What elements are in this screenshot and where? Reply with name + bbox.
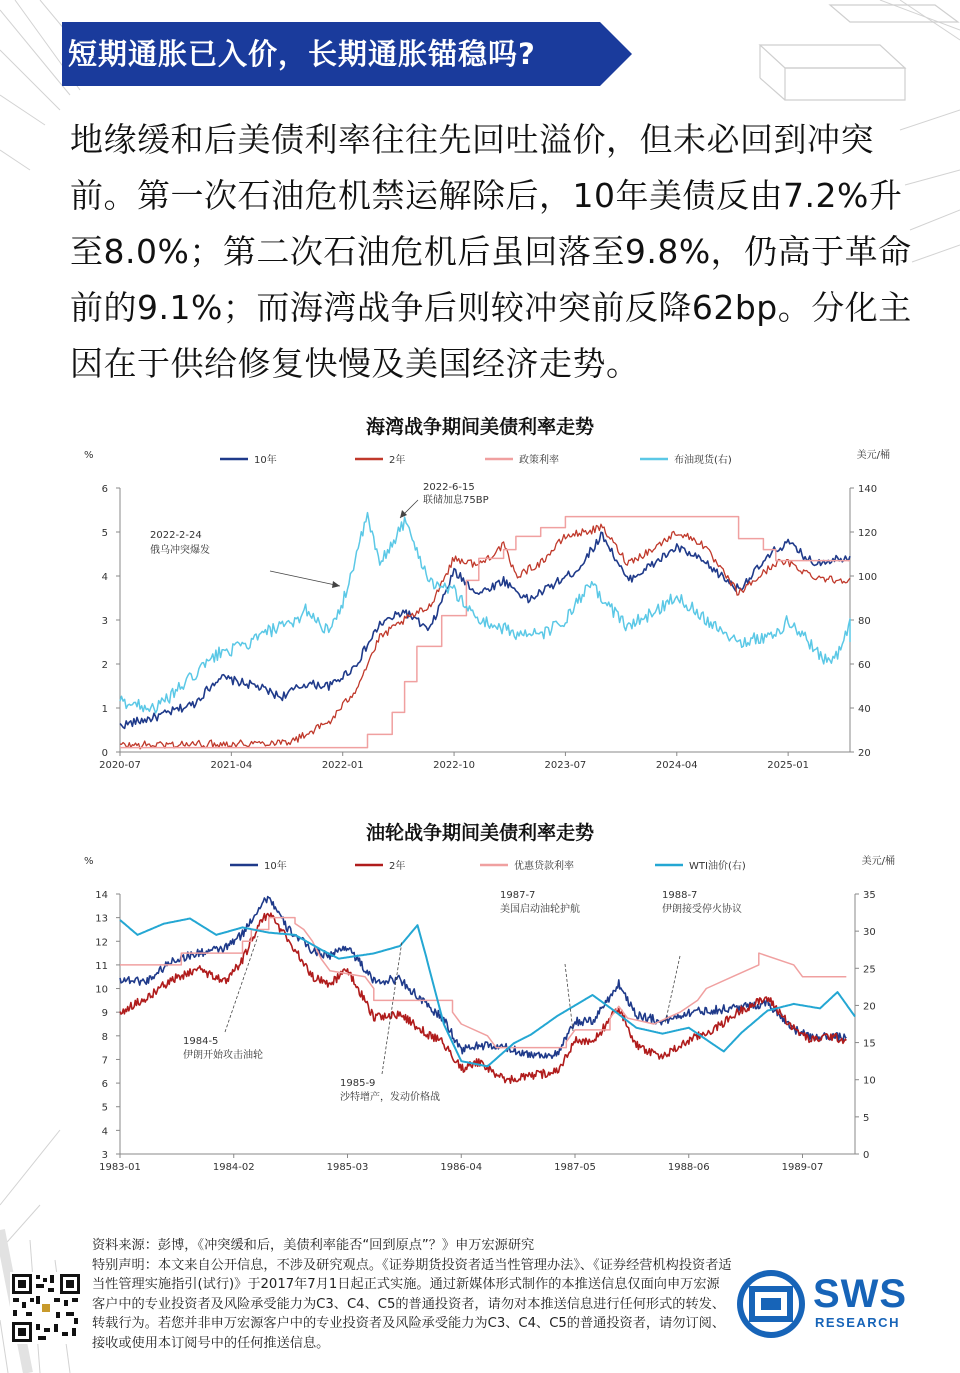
- annotation-6-date: 1988-7: [662, 890, 698, 901]
- y2-tick-label: 100: [858, 572, 878, 583]
- banner: [62, 22, 632, 86]
- y-tick-label: 13: [95, 913, 108, 925]
- y-unit-left: %: [84, 856, 94, 867]
- x-tick-label: 2022-10: [433, 760, 475, 771]
- y2-tick-label: 80: [858, 616, 871, 627]
- chart1-title: 海湾战争期间美债利率走势: [365, 416, 594, 438]
- y-tick-label: 3: [101, 616, 108, 627]
- legend-label-0: 10年: [254, 455, 277, 466]
- annotation-4-arrow: [382, 941, 402, 1074]
- x-tick-label: 2023-07: [544, 760, 587, 771]
- annotation-5-text: 美国启动油轮护航: [500, 904, 580, 915]
- y-tick-label: 9: [101, 1008, 108, 1020]
- annotation-1-arrow: [270, 571, 340, 586]
- legend-label-0: 10年: [264, 861, 287, 872]
- qr-code: [10, 1272, 82, 1344]
- x-tick-label: 1988-06: [667, 1162, 710, 1173]
- y-tick-label: 11: [95, 960, 108, 972]
- annotation-1-text: 俄乌冲突爆发: [150, 545, 210, 556]
- y-tick-label: 12: [95, 937, 108, 949]
- x-tick-label: 1985-03: [326, 1162, 369, 1173]
- x-tick-label: 2020-07: [99, 760, 141, 771]
- annotation-5-arrow: [565, 964, 573, 1031]
- logo-sub: RESEARCH: [815, 1315, 900, 1330]
- y-unit-right: 美元/桶: [861, 856, 895, 867]
- series-line-3: [120, 513, 850, 713]
- chart2: [0, 846, 960, 1176]
- y2-tick-label: 15: [863, 1038, 876, 1050]
- x-tick-label: 1989-07: [781, 1162, 824, 1173]
- y-unit-left: %: [84, 450, 94, 461]
- annotation-3-date: 1984-5: [183, 1036, 219, 1047]
- y-tick-label: 7: [101, 1055, 108, 1067]
- y-unit-right: 美元/桶: [856, 450, 890, 461]
- logo-word: SWS: [813, 1272, 908, 1316]
- y-tick-label: 6: [101, 1079, 108, 1091]
- y-tick-label: 4: [101, 572, 108, 583]
- annotation-2-arrowhead: [400, 510, 407, 518]
- series-line-2: [120, 918, 846, 1048]
- y-tick-label: 14: [95, 890, 108, 901]
- chart2-title: 油轮战争期间美债利率走势: [365, 822, 594, 844]
- y-tick-label: 10: [95, 984, 108, 996]
- annotation-2-text: 联储加息75BP: [423, 495, 489, 506]
- annotation-1-date: 2022-2-24: [150, 530, 202, 541]
- y2-tick-label: 120: [858, 528, 878, 539]
- intro-paragraph: 地缘缓和后美债利率往往先回吐溢价，但未必回到冲突前。第一次石油危机禁运解除后，10年美债反由7.2%升至8.0%；第二次石油危机后虽回落至9.8%，仍高于革命前的9.1%；而海湾战争后则较冲突前反降62bp。分化主因在于供给修复快慢及美国经济走势。: [70, 120, 912, 383]
- footer-source: 资料来源：彭博，《冲突缓和后，美债利率能否“回到原点”？》申万宏源研究: [92, 1238, 535, 1253]
- x-tick-label: 2024-04: [655, 760, 698, 771]
- annotation-3-text: 伊朗开始攻击油轮: [183, 1050, 263, 1061]
- y2-tick-label: 40: [858, 704, 871, 715]
- x-tick-label: 1983-01: [99, 1162, 141, 1173]
- y-tick-label: 4: [101, 1126, 108, 1138]
- x-tick-label: 1984-02: [212, 1162, 255, 1173]
- series-line-2: [120, 517, 850, 748]
- x-tick-label: 2025-01: [767, 760, 810, 771]
- legend-label-2: 优惠贷款利率: [514, 861, 574, 872]
- x-tick-label: 1987-05: [554, 1162, 596, 1173]
- y-tick-label: 8: [101, 1031, 108, 1043]
- annotation-1-arrowhead: [332, 581, 340, 588]
- legend-label-3: WTI油价(右): [689, 861, 746, 872]
- brand-logo: [735, 1268, 935, 1340]
- y-tick-label: 5: [101, 528, 108, 539]
- annotation-2-date: 2022-6-15: [423, 482, 475, 493]
- annotation-5-date: 1987-7: [500, 890, 536, 901]
- y-tick-label: 6: [101, 484, 108, 495]
- banner-title: 短期通胀已入价，长期通胀锚稳吗?: [68, 37, 536, 71]
- y2-tick-label: 0: [863, 1150, 870, 1161]
- y2-tick-label: 20: [863, 1001, 876, 1013]
- annotation-4-date: 1985-9: [340, 1078, 376, 1089]
- y2-tick-label: 35: [863, 890, 876, 901]
- chart1-svg: [0, 440, 960, 780]
- y2-tick-label: 60: [858, 660, 871, 671]
- annotation-4-text: 沙特增产，发动价格战: [340, 1092, 440, 1103]
- y-tick-label: 0: [101, 748, 108, 759]
- footer-disclaimer: 特别声明：本文来自公开信息，不涉及研究观点。《证券期货投资者适当性管理办法》、《证券经营机构投资者适当性管理实施指引(试行)》于2017年7月1日起正式实施。通过新媒体形式制作的本推送信息仅面向申万宏源客户中的专业投资者及风险承受能力为C3、C4、C5的普通投资者，请勿对本推送信息进行任何形式的转发、转载行为。若您并非申万宏源客户中的专业投资者及风险承受能力为C3、C4、C5的普通投资者，请勿订阅、接收或使用本订阅号中的任何推送信息。: [92, 1257, 732, 1351]
- legend-label-1: 2年: [389, 455, 406, 466]
- x-tick-label: 2021-04: [210, 760, 253, 771]
- legend-label-1: 2年: [389, 861, 406, 872]
- chart2-svg: [0, 846, 960, 1176]
- y2-tick-label: 5: [863, 1112, 870, 1124]
- y-tick-label: 5: [101, 1102, 108, 1114]
- sws-logo-mark: [735, 1268, 807, 1340]
- y2-tick-label: 25: [863, 964, 876, 976]
- y2-tick-label: 140: [858, 484, 878, 495]
- y2-tick-label: 10: [863, 1075, 876, 1087]
- annotation-6-text: 伊朗接受停火协议: [662, 904, 742, 915]
- legend-label-2: 政策利率: [519, 455, 559, 466]
- y-tick-label: 2: [101, 660, 108, 671]
- footer: [92, 1236, 732, 1353]
- y-tick-label: 1: [101, 704, 108, 715]
- y2-tick-label: 30: [863, 927, 876, 939]
- legend-label-3: 布油现货(右): [674, 455, 732, 466]
- y-tick-label: 3: [101, 1150, 108, 1161]
- x-tick-label: 1986-04: [440, 1162, 483, 1173]
- annotation-3-arrow: [225, 936, 258, 1032]
- y2-tick-label: 20: [858, 748, 871, 759]
- chart1: [0, 440, 960, 780]
- x-tick-label: 2022-01: [321, 760, 364, 771]
